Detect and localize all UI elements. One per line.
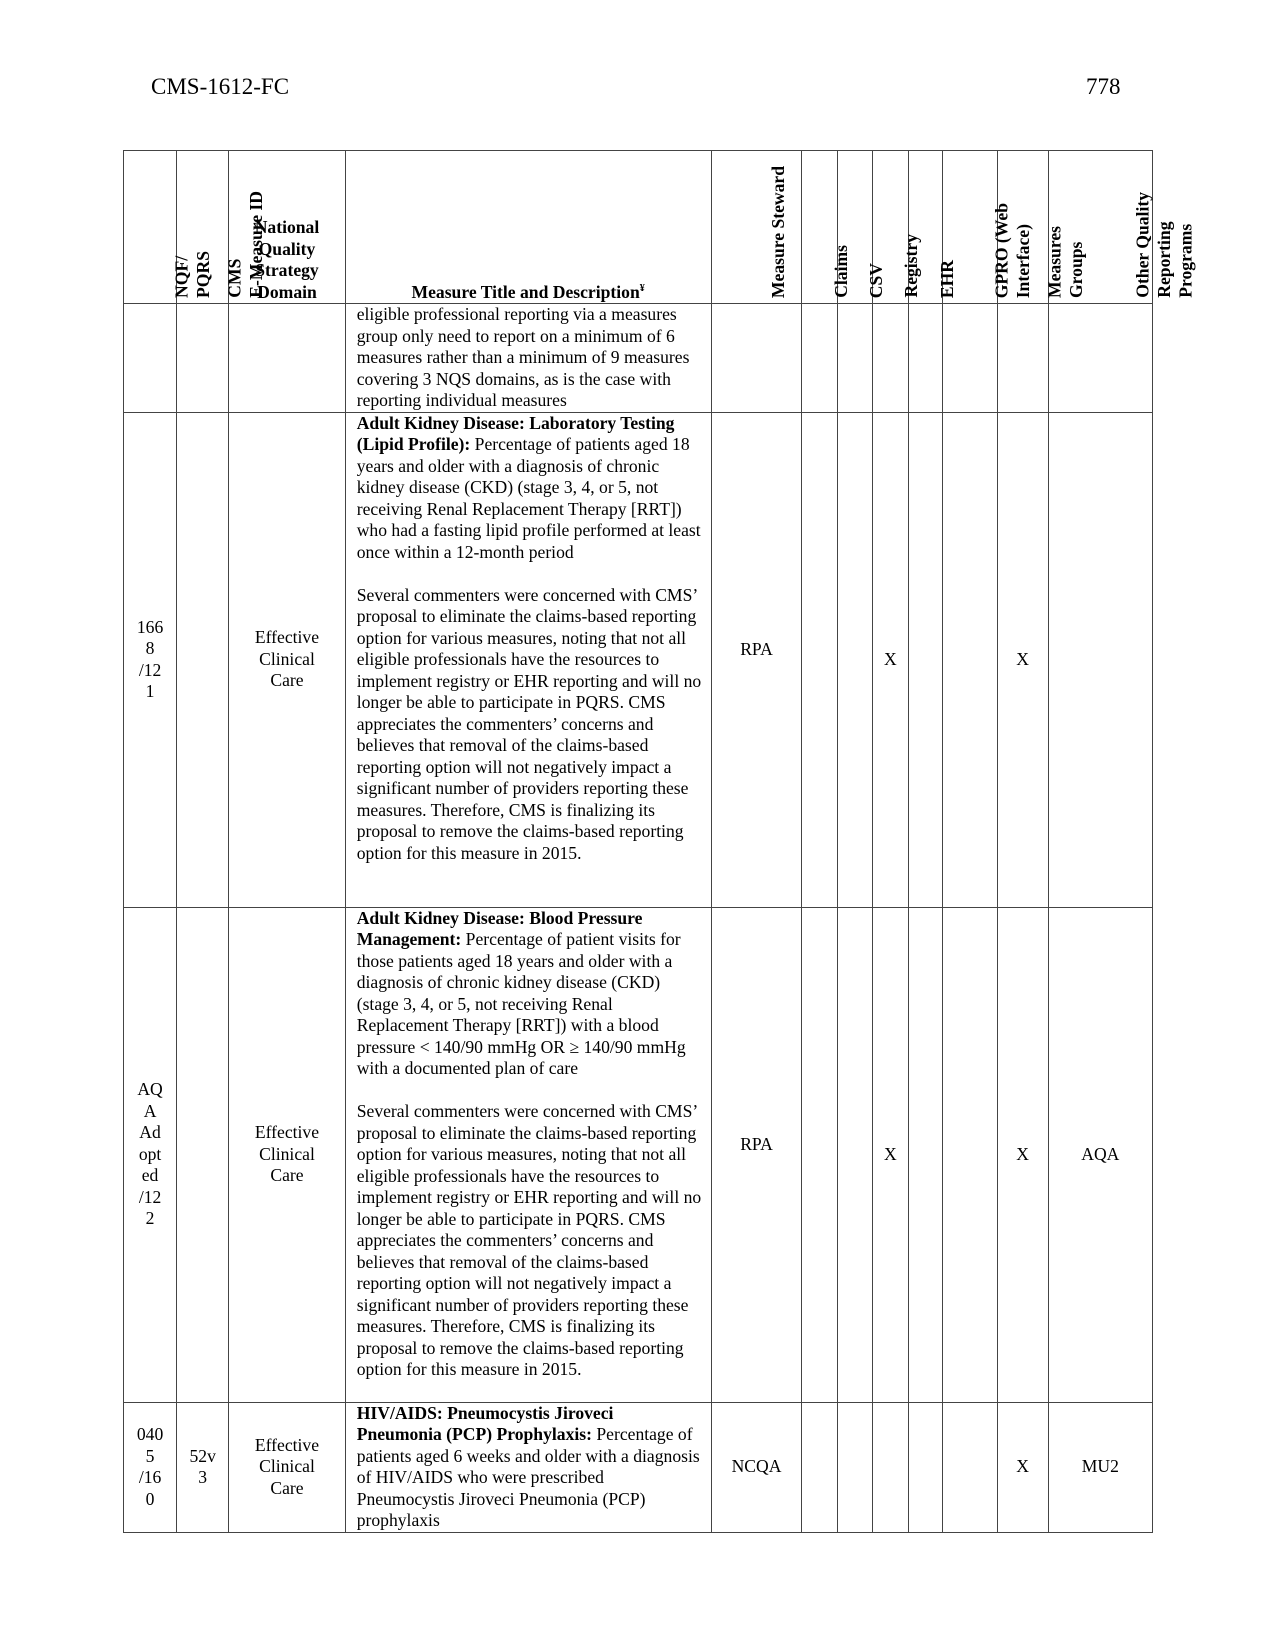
csv-cell	[838, 1402, 873, 1532]
claims-cell	[802, 907, 838, 1402]
registry-cell: X	[872, 907, 908, 1402]
comment-text: Several commenters were concerned with CMS’ proposal to eliminate the claims-based reporting option for various measures, noting that not all eligible professionals have the resources to implement registry or EHR reporting and will no longer be able to participate in PQRS. CMS appreciates the commenters’ concerns and believes that removal of the claims-based reporting option will not negatively impact a significant number of providers reporting these measures. Therefore, CMS is finalizing its proposal to remove the claims-based reporting option for this measure in 2015.	[356, 1101, 702, 1379]
description-cell: Adult Kidney Disease: Blood Pressure Management: Percentage of patient visits for those patients aged 18 years and older with a diagnosis of chronic kidney disease (CKD) (stage 3, 4, or 5, not receiving Renal Replacement Therapy [RRT]) with a blood pressure < 140/90 mmHg OR ≥ 140/90 mmHg with a documented plan of care Several commenters were concerned with CMS’ proposal to eliminate the claims-based reporting option for various measures, noting that not all eligible professionals have the resources to implement registry or EHR reporting and will no longer be able to participate in PQRS. CMS appreciates the commenters’ concerns and believes that removal of the claims-based reporting option will not negatively impact a significant number of providers reporting these measures. Therefore, CMS is finalizing its proposal to remove the claims-based reporting option for this measure in 2015.	[345, 907, 711, 1402]
groups-cell	[997, 304, 1048, 413]
other-cell	[1048, 412, 1152, 907]
csv-cell	[838, 304, 873, 413]
claims-cell	[802, 1402, 838, 1532]
document-id: CMS-1612-FC	[151, 74, 290, 99]
table-row	[124, 907, 1153, 1402]
registry-cell	[872, 1402, 908, 1532]
measures-table	[123, 150, 1196, 1533]
csv-cell	[838, 412, 873, 907]
groups-cell: X	[997, 1402, 1048, 1532]
col-nqf-pqrs: NQF/ PQRS	[124, 151, 177, 304]
col-ehr: EHR	[908, 151, 943, 304]
ehr-cell	[908, 304, 943, 413]
nqf-cell: 040 5 /16 0	[124, 1402, 177, 1532]
steward-cell: RPA	[711, 907, 802, 1402]
description-cell: Adult Kidney Disease: Laboratory Testing (Lipid Profile): Percentage of patients aged 18 years and older with a diagnosis of chronic kidney disease (CKD) (stage 3, 4, or 5, not receiving Renal Replacement Therapy [RRT]) who had a fasting lipid profile performed at least once within a 12-month period Several commenters were concerned with CMS’ proposal to eliminate the claims-based reporting option for various measures, noting that not all eligible professionals have the resources to implement registry or EHR reporting and will no longer be able to participate in PQRS. CMS appreciates the commenters’ concerns and believes that removal of the claims-based reporting option will not negatively impact a significant number of providers reporting these measures. Therefore, CMS is finalizing its proposal to remove the claims-based reporting option for this measure in 2015.	[345, 412, 711, 907]
domain-cell: Effective Clinical Care	[229, 907, 345, 1402]
comment-text: Several commenters were concerned with CMS’ proposal to eliminate the claims-based reporting option for various measures, noting that not all eligible professionals have the resources to implement registry or EHR reporting and will no longer be able to participate in PQRS. CMS appreciates the commenters’ concerns and believes that removal of the claims-based reporting option will not negatively impact a significant number of providers reporting these measures. Therefore, CMS is finalizing its proposal to remove the claims-based reporting option for this measure in 2015.	[356, 584, 702, 863]
cms-cell	[177, 907, 229, 1402]
description-cell: eligible professional reporting via a measures group only need to report on a minimum of 6 measures rather than a minimum of 9 measures covering 3 NQS domains, as is the case with reporting individual measures	[345, 304, 711, 413]
claims-cell	[802, 304, 838, 413]
registry-cell: X	[872, 412, 908, 907]
col-measure-steward: Measure Steward	[711, 151, 802, 304]
gpro-cell	[943, 907, 997, 1402]
col-registry: Registry	[872, 151, 908, 304]
steward-cell: RPA	[711, 412, 802, 907]
description-cell: HIV/AIDS: Pneumocystis Jiroveci Pneumonia (PCP) Prophylaxis: Percentage of patients aged 6 weeks and older with a diagnosis of HIV/AIDS who were prescribed Pneumocystis Jiroveci Pneumonia (PCP) prophylaxis	[345, 1402, 711, 1532]
table-row	[124, 412, 1153, 907]
col-nqs-domain: National Quality Strategy Domain	[229, 151, 345, 304]
groups-cell: X	[997, 412, 1048, 907]
nqf-cell: AQ A Ad opt ed /12 2	[124, 907, 177, 1402]
registry-cell	[872, 304, 908, 413]
col-gpro: GPRO (Web Interface)	[943, 151, 997, 304]
cms-cell	[177, 412, 229, 907]
col-title-description: Measure Title and Description¥	[345, 151, 711, 304]
col-measures-groups: Measures Groups	[997, 151, 1048, 304]
gpro-cell	[943, 304, 997, 413]
domain-cell: Effective Clinical Care	[229, 412, 345, 907]
domain-cell	[229, 304, 345, 413]
ehr-cell	[908, 1402, 943, 1532]
gpro-cell	[943, 1402, 997, 1532]
cms-cell	[177, 304, 229, 413]
ehr-cell	[908, 412, 943, 907]
domain-cell: Effective Clinical Care	[229, 1402, 345, 1532]
cms-cell: 52v 3	[177, 1402, 229, 1532]
nqf-cell: 166 8 /12 1	[124, 412, 177, 907]
other-cell: AQA	[1048, 907, 1152, 1402]
nqf-cell	[124, 304, 177, 413]
page-number: 778	[1086, 74, 1121, 99]
steward-cell	[711, 304, 802, 413]
table-row	[124, 1402, 1153, 1532]
claims-cell	[802, 412, 838, 907]
csv-cell	[838, 907, 873, 1402]
col-csv: CSV	[838, 151, 873, 304]
gpro-cell	[943, 412, 997, 907]
col-claims: Claims	[802, 151, 838, 304]
other-cell	[1048, 304, 1152, 413]
other-cell: MU2	[1048, 1402, 1152, 1532]
ehr-cell	[908, 907, 943, 1402]
col-other-programs: Other Quality Reporting Programs	[1048, 151, 1152, 304]
steward-cell: NCQA	[711, 1402, 802, 1532]
header-row	[124, 151, 1153, 304]
groups-cell: X	[997, 907, 1048, 1402]
col-cms-emeasure-id: CMS E-Measure ID	[177, 151, 229, 304]
table-row	[124, 304, 1153, 413]
